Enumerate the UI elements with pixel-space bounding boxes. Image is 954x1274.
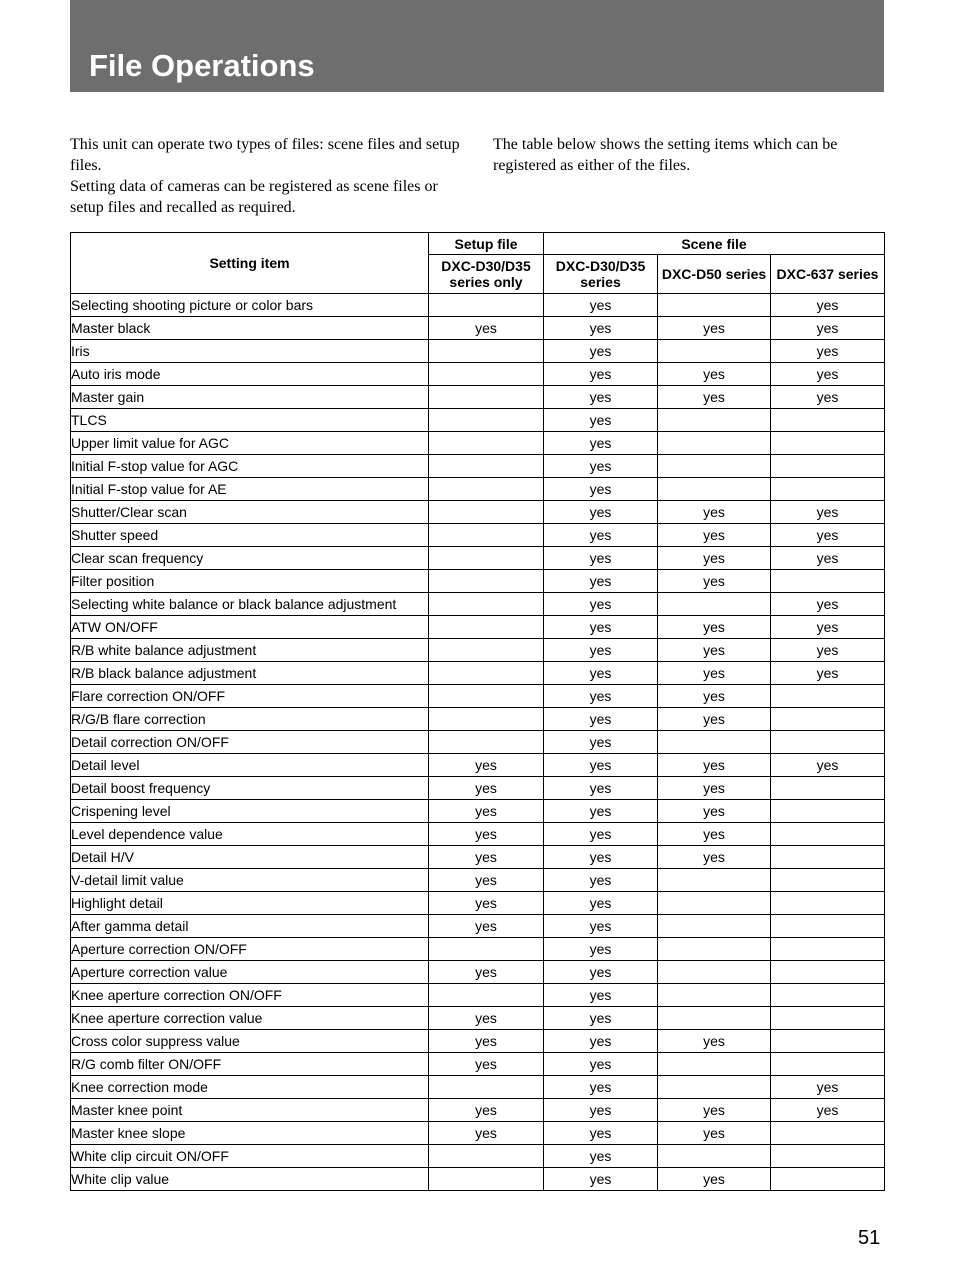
support-cell: yes xyxy=(658,662,771,685)
support-cell: yes xyxy=(544,386,658,409)
support-cell: yes xyxy=(429,1007,544,1030)
setting-item-cell: Detail boost frequency xyxy=(71,777,429,800)
support-cell: yes xyxy=(544,892,658,915)
support-cell: yes xyxy=(658,524,771,547)
support-cell: yes xyxy=(544,501,658,524)
support-cell xyxy=(429,547,544,570)
table-row xyxy=(71,1030,885,1053)
support-cell xyxy=(429,386,544,409)
support-cell xyxy=(771,915,885,938)
support-cell: yes xyxy=(658,800,771,823)
settings-table xyxy=(70,232,885,1191)
table-row xyxy=(71,961,885,984)
support-cell: yes xyxy=(658,754,771,777)
table-row xyxy=(71,1099,885,1122)
support-cell xyxy=(429,662,544,685)
support-cell: yes xyxy=(544,869,658,892)
support-cell: yes xyxy=(771,1076,885,1099)
table-row xyxy=(71,1076,885,1099)
support-cell: yes xyxy=(771,639,885,662)
setting-item-cell: Level dependence value xyxy=(71,823,429,846)
support-cell xyxy=(658,294,771,317)
support-cell xyxy=(429,731,544,754)
setting-item-cell: Flare correction ON/OFF xyxy=(71,685,429,708)
support-cell: yes xyxy=(771,662,885,685)
support-cell: yes xyxy=(544,1099,658,1122)
support-cell xyxy=(771,455,885,478)
support-cell xyxy=(771,869,885,892)
support-cell xyxy=(771,800,885,823)
setting-item-cell: Selecting shooting picture or color bars xyxy=(71,294,429,317)
support-cell: yes xyxy=(429,754,544,777)
table-row xyxy=(71,731,885,754)
setting-item-cell: R/B black balance adjustment xyxy=(71,662,429,685)
support-cell: yes xyxy=(658,386,771,409)
support-cell: yes xyxy=(544,547,658,570)
table-row xyxy=(71,662,885,685)
setting-item-cell: Highlight detail xyxy=(71,892,429,915)
support-cell xyxy=(429,501,544,524)
support-cell: yes xyxy=(771,363,885,386)
table-body xyxy=(71,294,885,1191)
support-cell: yes xyxy=(544,1030,658,1053)
table-row xyxy=(71,1168,885,1191)
table-row xyxy=(71,317,885,340)
support-cell: yes xyxy=(544,846,658,869)
page-number: 51 xyxy=(858,1227,881,1249)
support-cell xyxy=(658,915,771,938)
support-cell: yes xyxy=(771,294,885,317)
table-row xyxy=(71,639,885,662)
support-cell xyxy=(429,432,544,455)
support-cell: yes xyxy=(544,294,658,317)
support-cell: yes xyxy=(429,1053,544,1076)
page-title: File Operations xyxy=(89,48,315,83)
support-cell: yes xyxy=(544,616,658,639)
support-cell: yes xyxy=(658,1168,771,1191)
table-row xyxy=(71,708,885,731)
support-cell: yes xyxy=(544,363,658,386)
setting-item-cell: Selecting white balance or black balance adjustment xyxy=(71,593,429,616)
table-row xyxy=(71,823,885,846)
support-cell: yes xyxy=(429,823,544,846)
setup-file-header: Setup file xyxy=(429,233,544,255)
setting-item-cell: Cross color suppress value xyxy=(71,1030,429,1053)
setting-item-cell: Detail H/V xyxy=(71,846,429,869)
support-cell xyxy=(429,708,544,731)
support-cell: yes xyxy=(771,386,885,409)
support-cell xyxy=(429,340,544,363)
support-cell xyxy=(429,639,544,662)
support-cell xyxy=(771,409,885,432)
support-cell: yes xyxy=(544,455,658,478)
support-cell: yes xyxy=(658,1030,771,1053)
setting-item-cell: Master knee point xyxy=(71,1099,429,1122)
support-cell xyxy=(658,869,771,892)
support-cell xyxy=(771,432,885,455)
support-cell: yes xyxy=(429,1030,544,1053)
support-cell: yes xyxy=(544,1007,658,1030)
intro-paragraph: The table below shows the setting items which can be registered as either of the files. xyxy=(493,136,838,174)
setting-item-cell: Initial F-stop value for AGC xyxy=(71,455,429,478)
setting-item-cell: ATW ON/OFF xyxy=(71,616,429,639)
support-cell: yes xyxy=(429,869,544,892)
setting-item-cell: Knee aperture correction ON/OFF xyxy=(71,984,429,1007)
table-row xyxy=(71,363,885,386)
support-cell: yes xyxy=(429,915,544,938)
support-cell xyxy=(771,1122,885,1145)
support-cell: yes xyxy=(544,731,658,754)
setting-item-cell: White clip value xyxy=(71,1168,429,1191)
support-cell xyxy=(771,478,885,501)
table-row xyxy=(71,340,885,363)
support-cell: yes xyxy=(771,1099,885,1122)
support-cell xyxy=(771,961,885,984)
table-row xyxy=(71,478,885,501)
support-cell: yes xyxy=(658,1099,771,1122)
table-row xyxy=(71,616,885,639)
support-cell xyxy=(429,1145,544,1168)
support-cell xyxy=(658,1053,771,1076)
support-cell xyxy=(771,708,885,731)
support-cell: yes xyxy=(658,317,771,340)
support-cell: yes xyxy=(544,823,658,846)
table-row xyxy=(71,754,885,777)
support-cell: yes xyxy=(771,754,885,777)
support-cell: yes xyxy=(544,593,658,616)
support-cell xyxy=(429,478,544,501)
support-cell xyxy=(658,961,771,984)
setting-item-cell: Master black xyxy=(71,317,429,340)
support-cell: yes xyxy=(771,317,885,340)
support-cell xyxy=(771,1030,885,1053)
support-cell xyxy=(771,846,885,869)
table-row xyxy=(71,915,885,938)
support-cell: yes xyxy=(429,892,544,915)
table-row xyxy=(71,869,885,892)
table-row xyxy=(71,455,885,478)
setting-item-cell: Master knee slope xyxy=(71,1122,429,1145)
support-cell: yes xyxy=(544,317,658,340)
setting-item-cell: Aperture correction ON/OFF xyxy=(71,938,429,961)
table-row xyxy=(71,432,885,455)
support-cell: yes xyxy=(544,524,658,547)
support-cell: yes xyxy=(658,616,771,639)
table-row xyxy=(71,938,885,961)
support-cell: yes xyxy=(544,1053,658,1076)
intro-paragraph: Setting data of cameras can be registered as scene files or setup files and recalled as required. xyxy=(70,178,438,216)
support-cell xyxy=(429,593,544,616)
support-cell xyxy=(429,616,544,639)
header-bar xyxy=(70,0,884,92)
support-cell xyxy=(771,938,885,961)
support-cell: yes xyxy=(658,777,771,800)
support-cell: yes xyxy=(658,547,771,570)
table-row xyxy=(71,846,885,869)
support-cell xyxy=(771,570,885,593)
table-row xyxy=(71,1145,885,1168)
setting-item-cell: Master gain xyxy=(71,386,429,409)
support-cell xyxy=(658,340,771,363)
setting-item-cell: White clip circuit ON/OFF xyxy=(71,1145,429,1168)
table-row xyxy=(71,685,885,708)
setting-item-cell: TLCS xyxy=(71,409,429,432)
support-cell xyxy=(771,1145,885,1168)
setting-item-header: Setting item xyxy=(71,233,429,294)
table-row xyxy=(71,501,885,524)
column-header: DXC-D50 series xyxy=(658,255,771,294)
table-row xyxy=(71,892,885,915)
support-cell xyxy=(771,777,885,800)
table-row xyxy=(71,1053,885,1076)
support-cell: yes xyxy=(658,846,771,869)
support-cell: yes xyxy=(771,547,885,570)
setting-item-cell: Aperture correction value xyxy=(71,961,429,984)
support-cell: yes xyxy=(429,317,544,340)
intro-right xyxy=(493,134,884,176)
support-cell xyxy=(429,938,544,961)
support-cell: yes xyxy=(544,478,658,501)
table-row xyxy=(71,984,885,1007)
setting-item-cell: Clear scan frequency xyxy=(71,547,429,570)
setting-item-cell: After gamma detail xyxy=(71,915,429,938)
support-cell: yes xyxy=(658,708,771,731)
column-header: DXC-D30/D35 series only xyxy=(429,255,544,294)
support-cell: yes xyxy=(544,961,658,984)
support-cell xyxy=(658,938,771,961)
support-cell: yes xyxy=(771,616,885,639)
support-cell: yes xyxy=(544,708,658,731)
support-cell xyxy=(771,984,885,1007)
setting-item-cell: R/G/B flare correction xyxy=(71,708,429,731)
support-cell xyxy=(658,478,771,501)
support-cell: yes xyxy=(544,984,658,1007)
support-cell xyxy=(429,1076,544,1099)
setting-item-cell: Crispening level xyxy=(71,800,429,823)
support-cell xyxy=(658,984,771,1007)
support-cell xyxy=(771,731,885,754)
support-cell xyxy=(771,1168,885,1191)
support-cell: yes xyxy=(658,363,771,386)
table-row xyxy=(71,409,885,432)
support-cell: yes xyxy=(544,1122,658,1145)
support-cell xyxy=(658,455,771,478)
support-cell: yes xyxy=(771,501,885,524)
support-cell: yes xyxy=(544,1076,658,1099)
support-cell: yes xyxy=(429,846,544,869)
support-cell: yes xyxy=(429,1122,544,1145)
table-row xyxy=(71,524,885,547)
table-row xyxy=(71,1122,885,1145)
support-cell: yes xyxy=(544,915,658,938)
support-cell: yes xyxy=(544,800,658,823)
support-cell: yes xyxy=(544,1168,658,1191)
table-row xyxy=(71,386,885,409)
setting-item-cell: Knee aperture correction value xyxy=(71,1007,429,1030)
support-cell xyxy=(771,1053,885,1076)
support-cell: yes xyxy=(544,432,658,455)
table-row xyxy=(71,800,885,823)
setting-item-cell: Shutter speed xyxy=(71,524,429,547)
support-cell: yes xyxy=(544,409,658,432)
support-cell xyxy=(658,593,771,616)
scene-file-header: Scene file xyxy=(544,233,885,255)
support-cell: yes xyxy=(658,823,771,846)
support-cell xyxy=(429,524,544,547)
support-cell: yes xyxy=(544,1145,658,1168)
support-cell xyxy=(429,984,544,1007)
support-cell: yes xyxy=(544,938,658,961)
setting-item-cell: Iris xyxy=(71,340,429,363)
support-cell xyxy=(429,363,544,386)
support-cell xyxy=(658,1076,771,1099)
support-cell: yes xyxy=(544,662,658,685)
support-cell: yes xyxy=(658,1122,771,1145)
support-cell: yes xyxy=(658,685,771,708)
support-cell xyxy=(658,432,771,455)
support-cell: yes xyxy=(658,639,771,662)
support-cell: yes xyxy=(429,777,544,800)
support-cell xyxy=(429,1168,544,1191)
support-cell: yes xyxy=(771,524,885,547)
setting-item-cell: R/G comb filter ON/OFF xyxy=(71,1053,429,1076)
support-cell xyxy=(771,1007,885,1030)
support-cell: yes xyxy=(658,570,771,593)
support-cell: yes xyxy=(544,639,658,662)
support-cell: yes xyxy=(429,1099,544,1122)
support-cell: yes xyxy=(544,777,658,800)
support-cell xyxy=(429,455,544,478)
table-row xyxy=(71,294,885,317)
setting-item-cell: V-detail limit value xyxy=(71,869,429,892)
support-cell xyxy=(771,892,885,915)
setting-item-cell: Detail correction ON/OFF xyxy=(71,731,429,754)
support-cell: yes xyxy=(771,340,885,363)
support-cell xyxy=(429,570,544,593)
support-cell xyxy=(658,409,771,432)
table-row xyxy=(71,777,885,800)
column-header: DXC-637 series xyxy=(771,255,885,294)
table-row xyxy=(71,1007,885,1030)
support-cell xyxy=(771,685,885,708)
support-cell: yes xyxy=(544,570,658,593)
support-cell xyxy=(658,1145,771,1168)
setting-item-cell: Upper limit value for AGC xyxy=(71,432,429,455)
support-cell xyxy=(429,685,544,708)
setting-item-cell: Shutter/Clear scan xyxy=(71,501,429,524)
table-row xyxy=(71,593,885,616)
support-cell: yes xyxy=(658,501,771,524)
support-cell xyxy=(429,409,544,432)
setting-item-cell: Filter position xyxy=(71,570,429,593)
table-row xyxy=(71,570,885,593)
support-cell xyxy=(658,1007,771,1030)
support-cell: yes xyxy=(429,961,544,984)
support-cell: yes xyxy=(544,685,658,708)
support-cell xyxy=(658,731,771,754)
column-header: DXC-D30/D35 series xyxy=(544,255,658,294)
setting-item-cell: Auto iris mode xyxy=(71,363,429,386)
setting-item-cell: Initial F-stop value for AE xyxy=(71,478,429,501)
setting-item-cell: R/B white balance adjustment xyxy=(71,639,429,662)
intro-left xyxy=(70,134,462,218)
setting-item-cell: Detail level xyxy=(71,754,429,777)
support-cell xyxy=(658,892,771,915)
table-row xyxy=(71,547,885,570)
intro-paragraph: This unit can operate two types of files: scene files and setup files. xyxy=(70,136,460,174)
support-cell: yes xyxy=(544,754,658,777)
support-cell: yes xyxy=(544,340,658,363)
support-cell: yes xyxy=(771,593,885,616)
support-cell: yes xyxy=(429,800,544,823)
setting-item-cell: Knee correction mode xyxy=(71,1076,429,1099)
support-cell xyxy=(429,294,544,317)
support-cell xyxy=(771,823,885,846)
